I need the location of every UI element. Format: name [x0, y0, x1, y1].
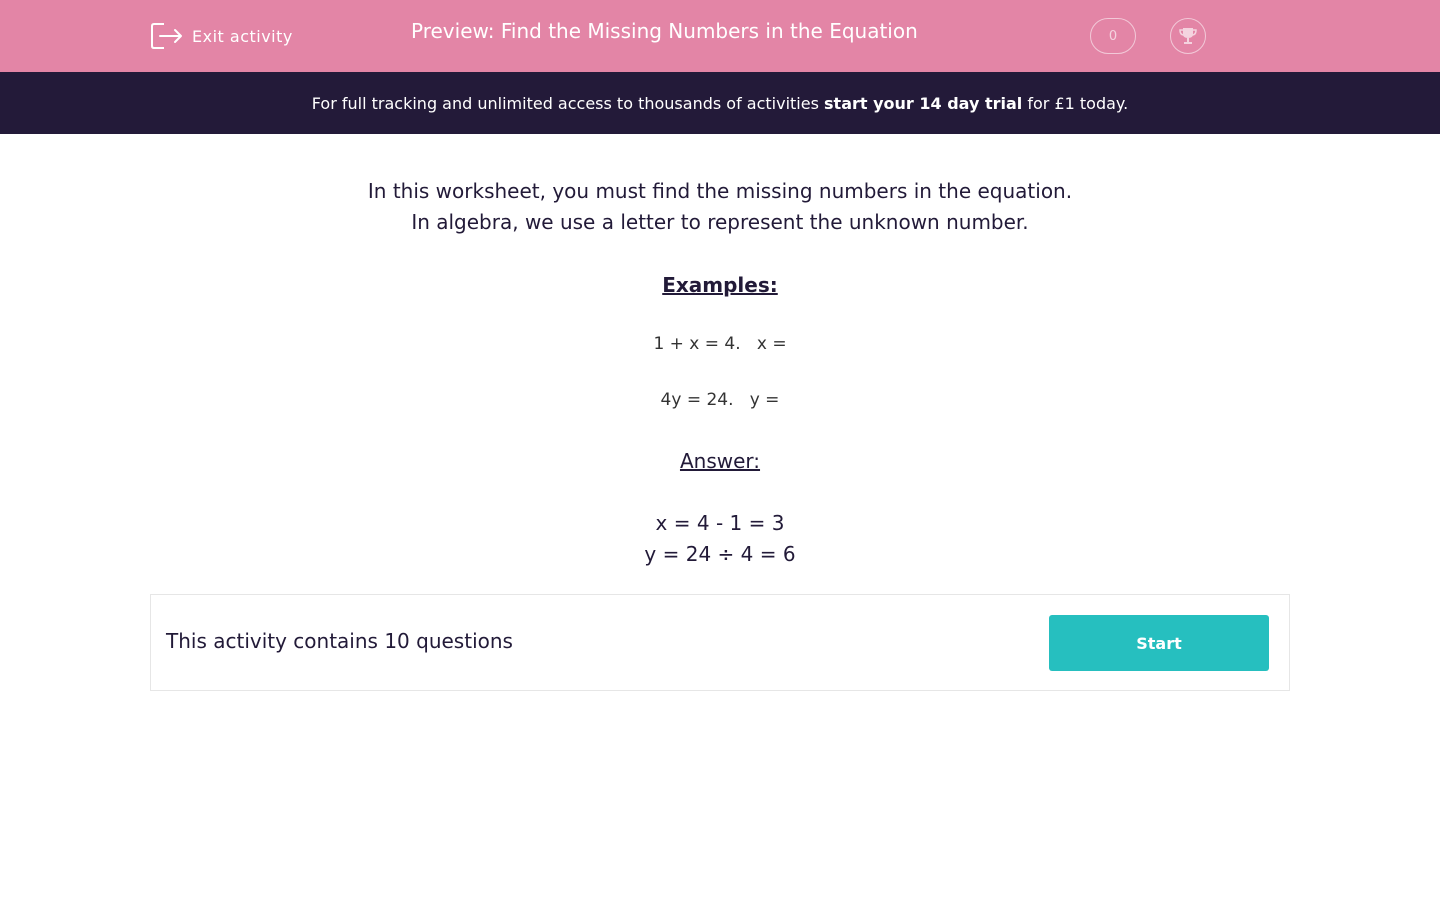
banner-text-end: for £1 today. [1022, 93, 1129, 113]
answer-line-1: x = 4 - 1 = 3 [655, 511, 785, 535]
trial-link[interactable]: start your 14 day trial [824, 93, 1023, 113]
exit-activity-button[interactable] [150, 20, 293, 52]
answer-heading: Answer: [679, 449, 761, 473]
question-count-text: This activity contains 10 questions [166, 629, 513, 653]
activity-card [150, 594, 1290, 691]
top-bar [0, 0, 1440, 72]
intro-line-1: In this worksheet, you must find the missing numbers in the equation. [367, 179, 1073, 203]
score-badge: 0 [1090, 18, 1136, 54]
examples-heading: Examples: [662, 273, 778, 297]
exit-icon [150, 22, 183, 50]
page-title: Preview: Find the Missing Numbers in the Equation [411, 19, 918, 43]
start-button[interactable]: Start [1049, 615, 1269, 671]
instructions [0, 176, 1440, 570]
banner-text: For full tracking and unlimited access to thousands of activities [311, 93, 825, 113]
intro-line-2: In algebra, we use a letter to represent the unknown number. [411, 210, 1029, 234]
example-equation-1: 1 + x = 4. x = [653, 334, 787, 354]
answer-line-2: y = 24 ÷ 4 = 6 [644, 542, 796, 566]
exit-activity-label: Exit activity [192, 26, 293, 46]
example-equation-2: 4y = 24. y = [660, 390, 780, 410]
trophy-button[interactable] [1170, 18, 1206, 54]
trial-banner [0, 72, 1440, 134]
trophy-icon [1177, 25, 1199, 47]
